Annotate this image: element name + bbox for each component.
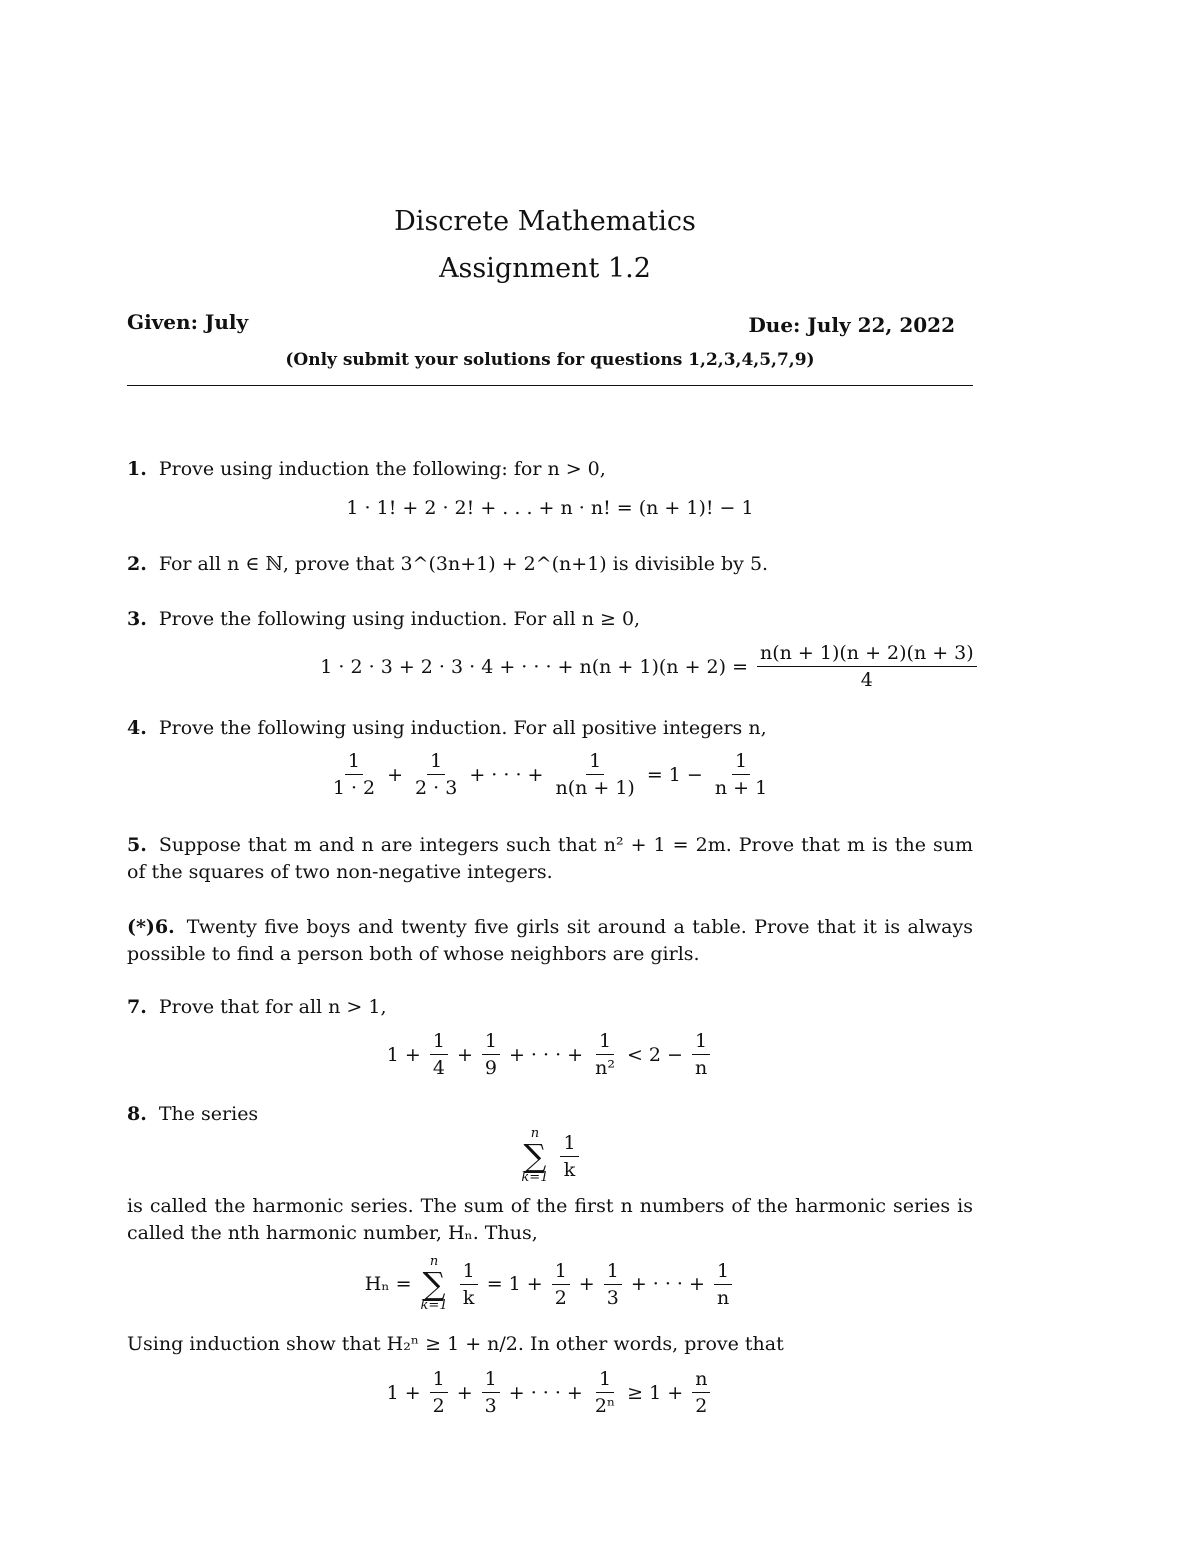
numerator: 1 <box>482 1368 500 1393</box>
harmonic-equation <box>0 1255 1100 1313</box>
fraction <box>430 1368 448 1417</box>
assignment-title: Assignment 1.2 <box>439 253 651 284</box>
operator: + <box>578 1273 595 1295</box>
numerator: 1 <box>560 1132 578 1157</box>
q8-series <box>0 1120 1100 1185</box>
fraction <box>482 1368 500 1417</box>
q1-equation: 1 · 1! + 2 · 2! + . . . + n · n! = (n + 1)! − 1 <box>346 497 754 519</box>
operator: < 2 − <box>626 1043 683 1066</box>
fraction <box>552 750 637 799</box>
denominator: 2 <box>554 1286 567 1309</box>
denominator: 2ⁿ <box>594 1395 616 1417</box>
operator: + <box>456 1381 473 1404</box>
question-text: Suppose that m and n are integers such that n² + 1 = 2m. Prove that m is the sum of the squares of two non-negative integers. <box>127 834 973 883</box>
question-number: 2. <box>127 553 147 575</box>
summation <box>521 1127 548 1185</box>
sum-lower: k=1 <box>420 1298 448 1313</box>
fraction <box>692 1030 710 1079</box>
denominator: 9 <box>484 1057 497 1079</box>
numerator: 1 <box>596 1368 614 1393</box>
denominator: 1 · 2 <box>332 777 376 799</box>
denominator: 4 <box>432 1057 445 1079</box>
denominator: n² <box>595 1057 615 1079</box>
question-number: 3. <box>127 608 147 630</box>
operator: 1 + <box>386 1381 421 1404</box>
denominator: k <box>462 1286 475 1309</box>
submission-note: (Only submit your solutions for questions 1,2,3,4,5,7,9) <box>285 350 815 370</box>
fraction <box>592 1030 618 1079</box>
q3-equation <box>200 642 1100 691</box>
numerator: 1 <box>692 1030 710 1055</box>
numerator: 1 <box>482 1030 500 1055</box>
numerator: n <box>692 1368 710 1393</box>
question-7 <box>127 996 387 1018</box>
question-text: Prove the following using induction. For all positive integers n, <box>158 717 767 739</box>
question-text: Twenty five boys and twenty five girls sit around a table. Prove that it is always possible to find a person both of whose neighbors are girls. <box>127 916 973 965</box>
operator: + <box>387 763 404 786</box>
operator: + · · · + <box>508 1381 583 1404</box>
question-5 <box>127 832 973 886</box>
q4-equation <box>0 750 1100 799</box>
course-title: Discrete Mathematics <box>394 206 696 237</box>
fraction <box>552 1260 570 1309</box>
question-4 <box>127 717 767 739</box>
question-number: 8. <box>127 1103 147 1125</box>
harmonic-paragraph: is called the harmonic series. The sum of the first n numbers of the harmonic series is called the nth harmonic number, Hₙ. Thus, <box>127 1195 973 1244</box>
fraction <box>604 1260 622 1309</box>
question-number: 4. <box>127 717 147 739</box>
question-number: 1. <box>127 458 147 480</box>
question-text: The series <box>158 1103 259 1125</box>
numerator: 1 <box>460 1260 478 1285</box>
sum-lower: k=1 <box>521 1170 549 1185</box>
q3-fraction <box>757 642 977 691</box>
fraction <box>330 750 378 799</box>
numerator: 1 <box>345 750 363 775</box>
numerator: 1 <box>596 1030 614 1055</box>
question-1 <box>127 458 606 480</box>
fraction <box>592 1368 618 1417</box>
question-text: Prove using induction the following: for n > 0, <box>158 458 606 480</box>
operator: 1 + <box>386 1043 421 1066</box>
sum-upper: n <box>429 1254 439 1269</box>
q7-equation <box>0 1030 1100 1079</box>
denominator: k <box>563 1158 576 1181</box>
fraction <box>460 1260 478 1309</box>
sum-upper: n <box>530 1126 540 1141</box>
denominator: 2 <box>695 1395 708 1417</box>
denominator: n <box>694 1057 708 1079</box>
denominator: 3 <box>484 1395 497 1417</box>
q3-lhs: 1 · 2 · 3 + 2 · 3 · 4 + · · · + n(n + 1)(n + 2) = <box>320 655 748 678</box>
numerator: n(n + 1)(n + 2)(n + 3) <box>757 642 977 667</box>
denominator: n(n + 1) <box>555 777 635 799</box>
denominator: n <box>716 1286 730 1309</box>
denominator: 3 <box>606 1286 619 1309</box>
operator: + · · · + <box>508 1043 584 1066</box>
operator: = 1 − <box>646 763 703 786</box>
question-3 <box>127 608 640 630</box>
denominator: 2 · 3 <box>415 777 458 799</box>
numerator: 1 <box>552 1260 570 1285</box>
question-number: 7. <box>127 996 147 1018</box>
sigma-symbol: ∑ <box>523 1137 547 1175</box>
harmonic-inequality <box>0 1368 1100 1417</box>
summation <box>421 1255 448 1313</box>
given-date: Given: July <box>127 310 249 334</box>
operator: = 1 + <box>486 1273 543 1295</box>
numerator: 1 <box>714 1260 732 1285</box>
question-text: Prove the following using induction. For all n ≥ 0, <box>158 608 641 630</box>
fraction <box>712 750 770 799</box>
operator: + · · · + <box>630 1273 705 1295</box>
due-date: Due: July 22, 2022 <box>748 313 955 337</box>
fraction <box>692 1368 710 1417</box>
fraction <box>430 1030 448 1079</box>
denominator: n + 1 <box>714 777 768 799</box>
operator: + · · · + <box>469 763 544 786</box>
question-number: 5. <box>127 834 147 856</box>
numerator: 1 <box>430 1030 448 1055</box>
numerator: 1 <box>586 750 604 775</box>
question-number: (*)6. <box>127 916 175 938</box>
fraction <box>482 1030 500 1079</box>
header-divider <box>127 385 973 386</box>
operator: Hₙ = <box>364 1273 412 1295</box>
question-text: For all n ∈ ℕ, prove that 3^(3n+1) + 2^(n+1) is divisible by 5. <box>158 553 769 575</box>
induction-instruction: Using induction show that H₂ⁿ ≥ 1 + n/2. In other words, prove that <box>127 1333 784 1355</box>
numerator: 1 <box>732 750 750 775</box>
sigma-symbol: ∑ <box>422 1265 446 1303</box>
question-text: Prove that for all n > 1, <box>158 996 387 1018</box>
question-6 <box>127 914 973 968</box>
denominator: 2 <box>432 1395 445 1417</box>
numerator: 1 <box>604 1260 622 1285</box>
question-2 <box>127 553 768 575</box>
operator: + <box>456 1043 473 1066</box>
numerator: 1 <box>430 1368 448 1393</box>
fraction <box>412 750 460 799</box>
denominator: 4 <box>860 669 873 691</box>
fraction <box>714 1260 732 1309</box>
fraction <box>560 1132 578 1181</box>
numerator: 1 <box>427 750 445 775</box>
operator: ≥ 1 + <box>627 1381 684 1404</box>
